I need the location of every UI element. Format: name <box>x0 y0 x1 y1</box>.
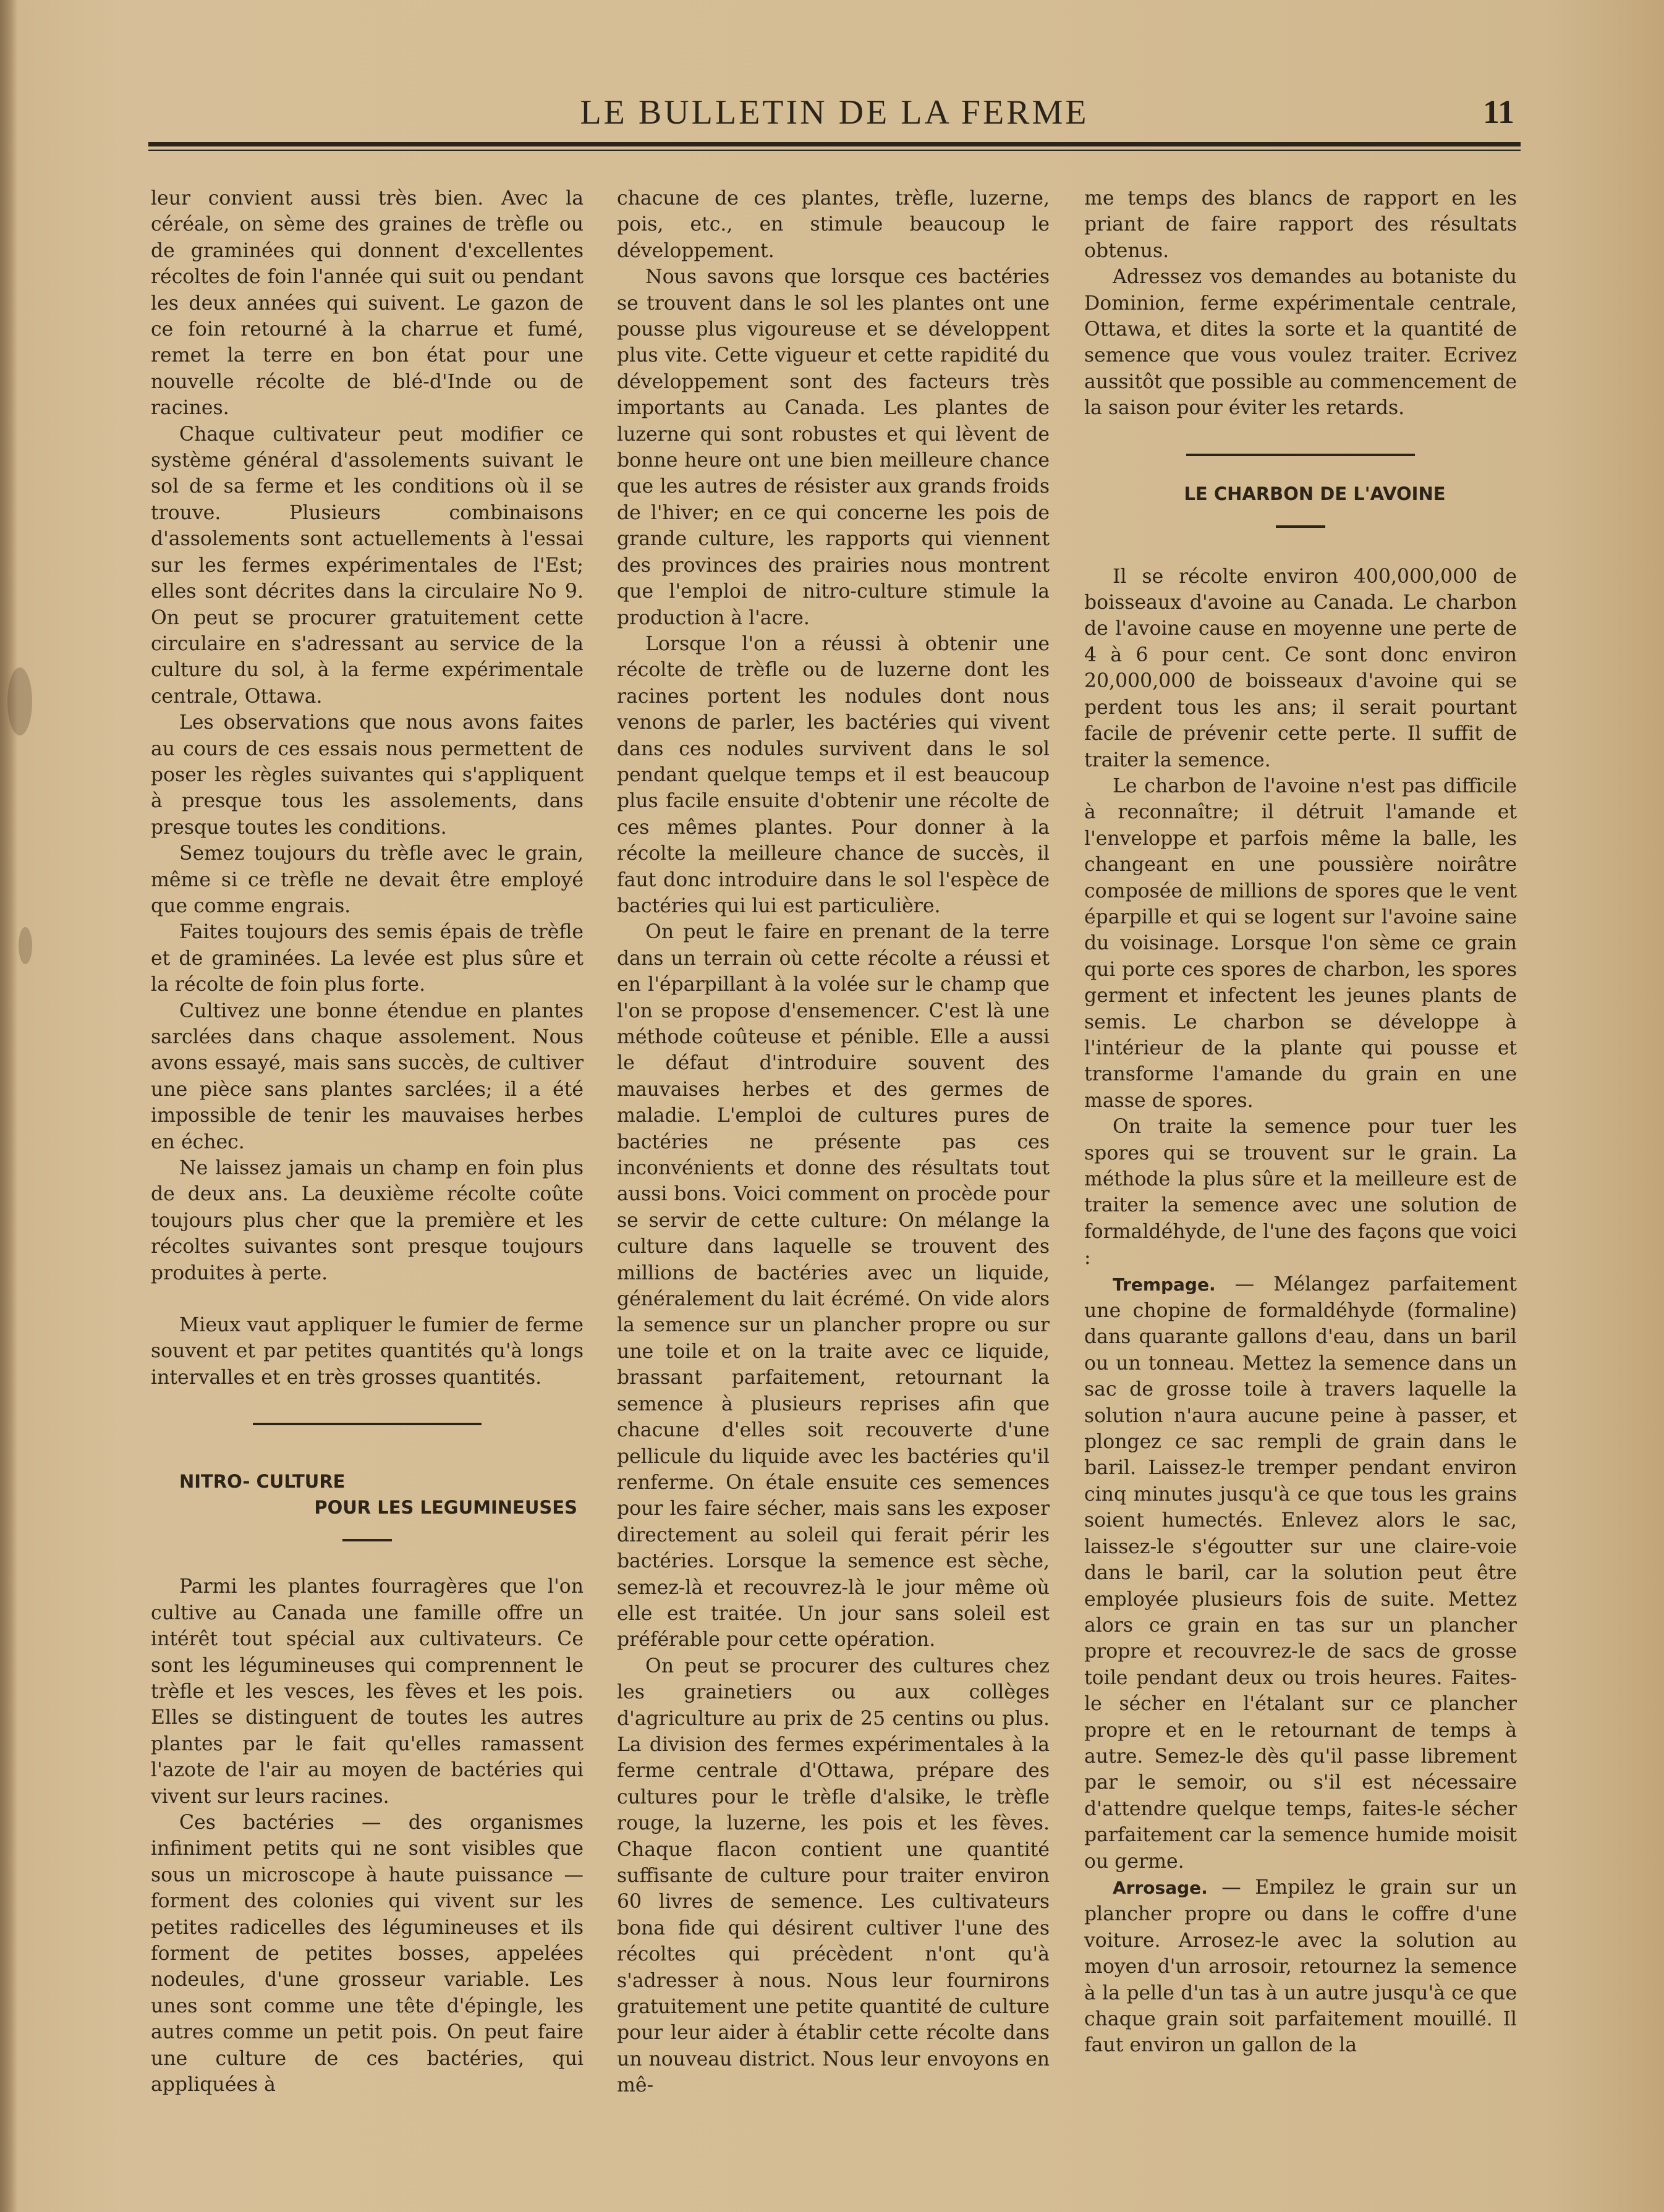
page-header <box>148 80 1521 142</box>
section-heading: NITRO- CULTURE <box>179 1471 346 1493</box>
run-in-heading: Arrosage. <box>1113 1877 1208 1898</box>
column-3 <box>1084 185 1517 2059</box>
paragraph-text: — Empilez le grain sur un plancher propre ou dans le coffre d'une voiture. Arrosez-le avec la solution au moyen d'un arrosoir, retournez la semence à la pelle d'un tas à un autre jusqu'à ce que chaque grain soit parfaitement mouillé. Il faut environ un gallon de la <box>1084 1876 1517 2057</box>
paragraph-arrosage <box>1084 1875 1517 2059</box>
paragraph: Cultivez une bonne étendue en plantes sarclées dans chaque assolement. Nous avons essayé, mais sans succès, de cultiver une pièce sans plantes sarclées; il a été impossible de tenir les mauvaises herbes en échec. <box>151 999 584 1153</box>
paragraph: Ces bactéries — des organismes infiniment petits qui ne sont visibles que sous un microscope à haute puissance — forment des colonies qui vivent sur les petites radicelles des légumineuses et ils forment de petites bosses, appelées nodeules, d'une grosseur variable. Les unes sont comme une tête d'épingle, les autres comme un petit pois. On peut faire une culture de ces bactéries, qui appliquées à <box>151 1811 584 2096</box>
paragraph: Chaque cultivateur peut modifier ce système général d'assolements suivant le sol de sa ferme et les conditions où il se trouve. Plusieurs combinaisons d'assolements sont actuellements à l'essai sur les fermes expérimentales de l'Est; elles sont décrites dans la circulaire No 9. On peut se procurer gratuitement cette circulaire en s'adressant au service de la culture du sol, à la ferme expérimentale centrale, Ottawa. <box>151 423 584 708</box>
heading-underline <box>1276 525 1325 528</box>
section-divider <box>253 1423 482 1425</box>
paper-stain <box>7 667 32 735</box>
binding-shadow <box>0 0 17 2212</box>
paragraph: Adressez vos demandes au botaniste du Dominion, ferme expérimentale centrale, Ottawa, et dites la sorte et la quantité de semence que vous voulez traiter. Ecrivez aussitôt que possible au commencement de la saison pour éviter les retards. <box>1084 266 1517 420</box>
section-heading: POUR LES LEGUMINEUSES <box>314 1497 577 1519</box>
paragraph: me temps des blancs de rapport en les priant de faire rapport des résultats obtenus. <box>1084 187 1517 262</box>
header-rule-thin <box>148 150 1521 151</box>
heading-underline <box>342 1539 392 1541</box>
publication-title: LE BULLETIN DE LA FERME <box>580 93 1089 132</box>
page-number: 11 <box>1482 93 1514 130</box>
paragraph-trempage <box>1084 1271 1517 1875</box>
paragraph: On traite la semence pour tuer les spores qui se trouvent sur le grain. La méthode la plus sûre et la meilleure est de traiter la semence avec une solution de formaldéhyde, de l'une des façons que voici : <box>1084 1116 1517 1269</box>
paragraph: Parmi les plantes fourragères que l'on cultive au Canada une famille offre un intérêt tout spécial aux cultivateurs. Ce sont les légumineuses qui comprennent le trèfle et les vesces, les fèves et les pois. Elles se distinguent de toutes les autres plantes par le fait qu'elles ramassent l'azote de l'air au moyen de bactéries qui vivent sur leurs racines. <box>151 1575 584 1808</box>
paragraph: Lorsque l'on a réussi à obtenir une récolte de trèfle ou de luzerne dont les racines portent les nodules dont nous venons de parler, les bactéries qui vivent dans ces nodules survivent dans le sol pendant quelque temps et il est beaucoup plus facile ensuite d'obtenir une récolte de ces mêmes plantes. Pour donner à la récolte la meilleure chance de succès, il faut donc introduire dans le sol l'espèce de bactéries qui lui est particulière. <box>617 632 1050 917</box>
paragraph: leur convient aussi très bien. Avec la céréale, on sème des graines de trèfle ou de graminées qui donnent d'excellentes récoltes de foin l'année qui suit ou pendant les deux années qui suivent. Le gazon de ce foin retourné à la charrue et fumé, remet la terre en bon état pour une nouvelle récolte de blé-d'Inde ou de racines. <box>151 187 584 420</box>
run-in-heading: Trempage. <box>1113 1274 1216 1295</box>
paragraph: Mieux vaut appliquer le fumier de ferme souvent et par petites quantités qu'à longs intervalles et en très grosses quantités. <box>151 1314 584 1389</box>
paragraph: Faites toujours des semis épais de trèfle et de graminées. La levée est plus sûre et la récolte de foin plus forte. <box>151 921 584 996</box>
paragraph: On peut le faire en prenant de la terre dans un terrain où cette récolte a réussi et en l'éparpillant à la volée sur le champ que l'on se propose d'ensemencer. C'est là une méthode coûteuse et pénible. Elle a aussi le défaut d'introduire souvent des mauvaises herbes et des germes de maladie. L'emploi de cultures pures de bactéries ne présente pas ces inconvénients et donne des résultats tout aussi bons. Voici comment on procède pour se servir de cette culture: On mélange la culture dans laquelle se trouvent des millions de bactéries avec un liquide, généralement du lait écrémé. On vide alors la semence sur un plancher propre ou sur une toile et on la traite avec ce liquide, brassant parfaitement, retournant la semence à plusieurs reprises afin que chacune d'elles soit recouverte d'une pellicule du liquide avec les bactéries qu'il renferme. On étale ensuite ces semences pour les faire sécher, mais sans les exposer directement au soleil qui ferait périr les bactéries. Lorsque la semence est sèche, semez-là et recouvrez-là le jour même où elle est traitée. Un jour sans soleil est préférable pour cette opération. <box>617 921 1050 1651</box>
section-divider <box>1186 454 1415 456</box>
paragraph: Il se récolte environ 400,000,000 de boisseaux d'avoine au Canada. Le charbon de l'avoine cause en moyenne une perte de 4 à 6 pour cent. Ce sont donc environ 20,000,000 de boisseaux d'avoine qui se perdent tous les ans; il serait pourtant facile de prévenir cette perte. Il suffit de traiter la semence. <box>1084 565 1517 771</box>
column-2 <box>617 185 1050 2099</box>
paragraph: Nous savons que lorsque ces bactéries se trouvent dans le sol les plantes ont une pousse plus vigoureuse et se développent plus vite. Cette vigueur et cette rapidité du développement sont des facteurs très importants au Canada. Les plantes de luzerne qui sont robustes et qui lèvent de bonne heure ont une bien meilleure chance que les autres de résister aux grands froids de l'hiver; en ce qui concerne les pois de grande culture, les rapports qui viennent des provinces des prairies nous montrent que l'emploi de nitro-culture stimule la production à l'acre. <box>617 266 1050 629</box>
paragraph: Le charbon de l'avoine n'est pas difficile à reconnaître; il détruit l'amande et l'enveloppe et parfois même la balle, les changeant en une poussière noirâtre composée de millions de spores que le vent éparpille et qui se logent sur l'avoine saine du voisinage. Lorsque l'on sème ce grain qui porte ces spores de charbon, les spores germent et infectent les jeunes plants de semis. Le charbon se développe à l'intérieur de la plante qui pousse et transforme l'amande du grain en une masse de spores. <box>1084 774 1517 1112</box>
paragraph: Semez toujours du trèfle avec le grain, même si ce trèfle ne devait être employé que comme engrais. <box>151 842 584 917</box>
paragraph: Les observations que nous avons faites au cours de ces essais nous permettent de poser les règles suivantes qui s'appliquent à presque tous les assolements, dans presque toutes les conditions. <box>151 711 584 839</box>
paragraph-text: — Mélangez parfaitement une chopine de formaldéhyde (formaline) dans quarante gallons d'eau, dans un baril ou un tonneau. Mettez la semence dans un sac de grosse toile à travers laquelle la solution n'aura aucune peine à passer, et plongez ce sac rempli de grain dans le baril. Laissez-le tremper pendant environ cinq minutes jusqu'à ce que tous les grains soient humectés. Enlevez alors le sac, laissez-le s'égoutter sur une claire-voie dans le baril, car la solution peut être employée plusieurs fois de suite. Mettez alors ce grain en tas sur un plancher propre et recouvrez-le de sacs de grosse toile pendant deux ou trois heures. Faites-le sécher en l'étalant sur ce plancher propre et en le retournant de temps à autre. Semez-le dès qu'il passe librement par le semoir, ou s'il est nécessaire d'attendre quelque temps, faites-le sécher parfaitement car la semence humide moisit ou germe. <box>1084 1273 1517 1873</box>
paragraph: On peut se procurer des cultures chez les grainetiers ou aux collèges d'agriculture au prix de 25 centins ou plus. La division des fermes expérimentales à la ferme centrale d'Ottawa, prépare des cultures pour le trèfle d'alsike, le trèfle rouge, la luzerne, les pois et les fèves. Chaque flacon contient une quantité suffisante de culture pour traiter environ 60 livres de semence. Les cultivateurs bona fide qui désirent cultiver l'une des récoltes qui précèdent n'ont qu'à s'adresser à nous. Nous leur fournirons gratuitement une petite quantité de culture pour leur aider à établir cette récolte dans un nouveau district. Nous leur envoyons en mê- <box>617 1655 1050 2097</box>
column-1 <box>151 185 584 2098</box>
section-heading: LE CHARBON DE L'AVOINE <box>1184 483 1446 504</box>
paragraph: Ne laissez jamais un champ en foin plus de deux ans. La deuxième récolte coûte toujours plus cher que la première et les récoltes suivantes sont presque toujours produites à perte. <box>151 1157 584 1284</box>
header-rule <box>148 142 1521 146</box>
paper-stain <box>19 927 32 964</box>
paragraph: chacune de ces plantes, trèfle, luzerne, pois, etc., en stimule beaucoup le développement. <box>617 187 1050 262</box>
